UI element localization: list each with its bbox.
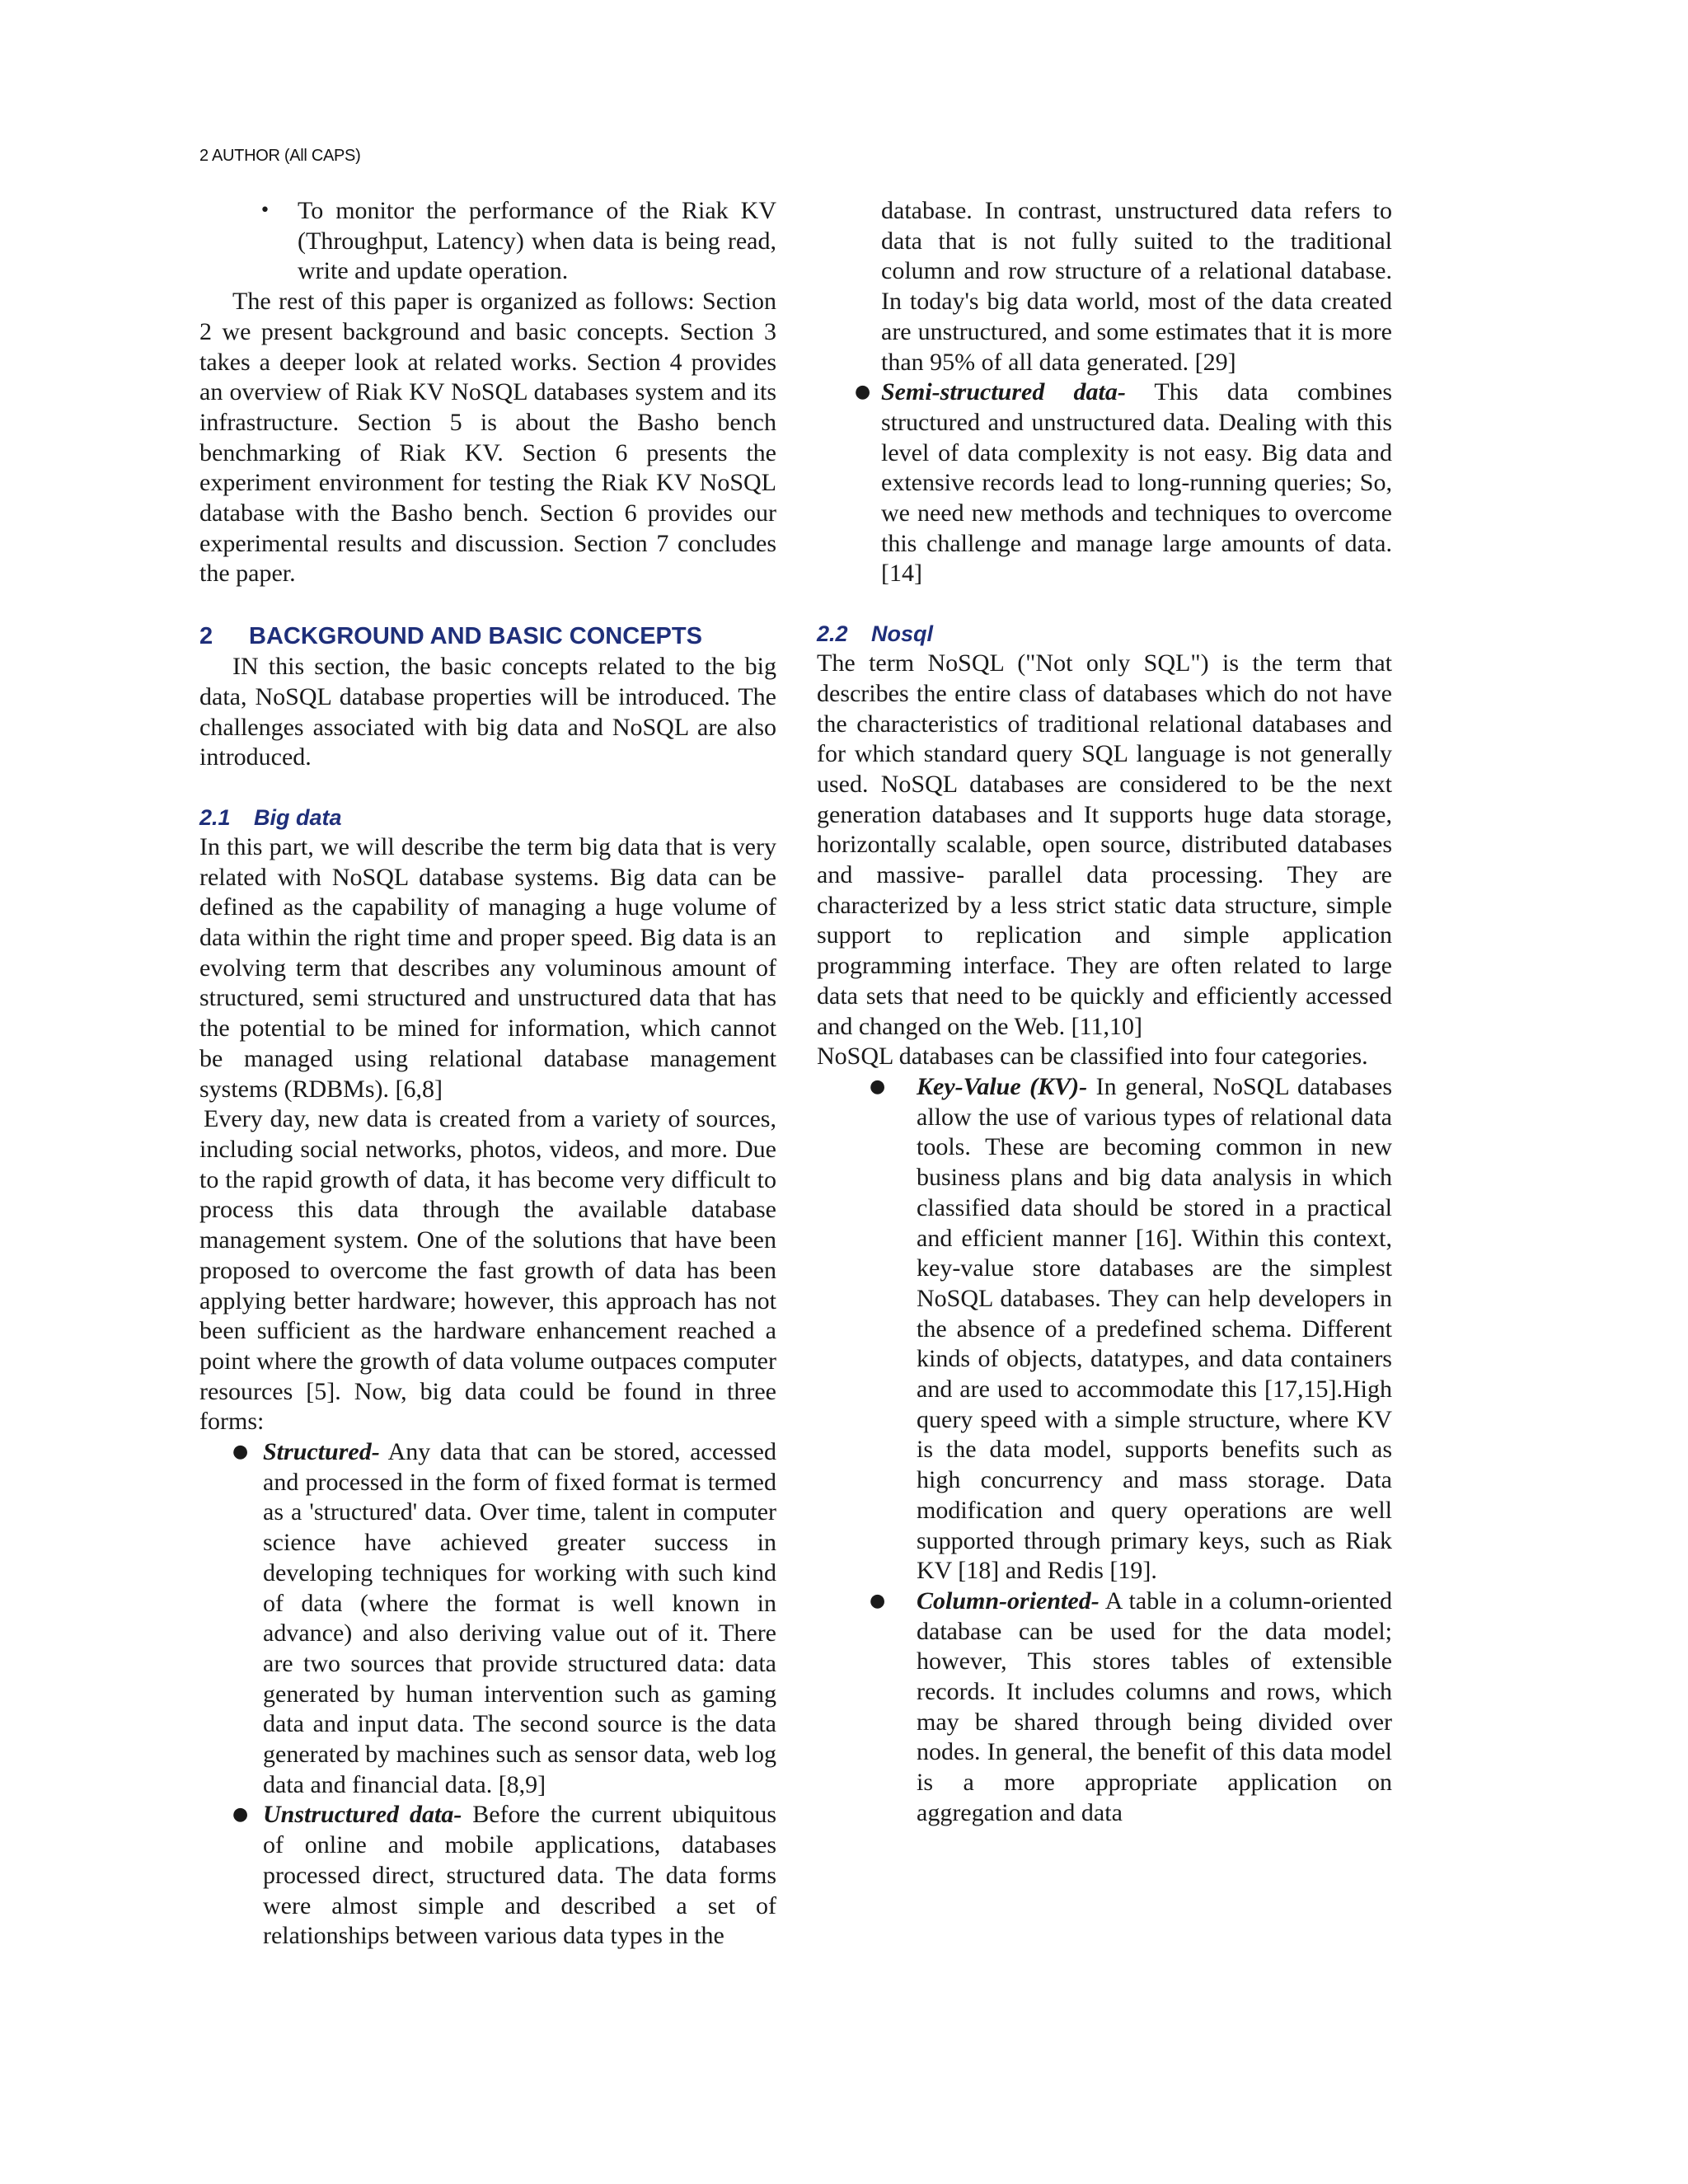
subsection-title: Big data bbox=[254, 804, 342, 830]
term-semi-structured: Semi-structured data- bbox=[881, 378, 1126, 406]
subsection-number: 2.1 bbox=[199, 804, 231, 830]
running-head: 2 AUTHOR (All CAPS) bbox=[199, 147, 361, 165]
organization-paragraph: The rest of this paper is organized as follows: Section 2 we present background and basic concepts. Section 3 takes a deeper look at related works. Section 4 provides an overview of Riak KV NoSQL databases system and its infrastructure. Section 5 is about the Basho bench benchmarking of Riak KV. Section 6 presents the experiment environment for testing the Riak KV NoSQL database with the Basho bench. Section 6 provides our experimental results and discussion. Section 7 concludes the paper. bbox=[199, 288, 776, 588]
bullet-icon: ● bbox=[870, 1590, 886, 1611]
bullet-icon: ● bbox=[232, 1441, 249, 1463]
term-column-oriented: Column-oriented- bbox=[917, 1586, 1100, 1615]
list-item bbox=[199, 196, 776, 287]
section-2-heading bbox=[199, 621, 776, 652]
bullet-icon: ● bbox=[232, 1804, 249, 1825]
list-item bbox=[199, 1800, 776, 1952]
section-2-intro: IN this section, the basic concepts related to the big data, NoSQL database properties will be introduced. The challenges associated with big data and NoSQL are also introduced. bbox=[199, 653, 776, 771]
big-data-paragraph-2: Every day, new data is created from a variety of sources, including social networks, photos, videos, and more. Due to the rapid growth of data, it has become very difficult to process this data through the available database management system. One of the solutions that have been proposed to overcome the fast growth of data has been applying better hardware; however, this approach has not been sufficient as the hardware enhancement reached a point where the growth of data volume outpaces computer resources [5]. Now, big data could be found in three forms: bbox=[199, 1105, 776, 1436]
bullet-icon: ● bbox=[870, 1076, 886, 1097]
list-item bbox=[817, 1072, 1392, 1586]
list-item bbox=[199, 1437, 776, 1800]
objective-text: To monitor the performance of the Riak KV (Throughput, Latency) when data is being read, write and update operation. bbox=[298, 197, 776, 285]
big-data-paragraph-1: In this part, we will describe the term big data that is very related with NoSQL database systems. Big data can be defined as the capability of managing a huge volume of data within the right time and proper speed. Big data is an evolving term that describes any voluminous amount of structured, semi structured and unstructured data that has the potential to be mined for information, which cannot be managed using relational database management systems (RDBMs). [6,8] bbox=[199, 832, 776, 1103]
nosql-paragraph: The term NoSQL ("Not only SQL") is the term that describes the entire class of databases which do not have the characteristics of traditional relational databases and for which standard query SQL language is not generally used. NoSQL databases are considered to be the next generation databases and It supports huge data storage, horizontally scalable, open source, distributed databases and massive- parallel data processing. They are characterized by a less strict static data structure, simple support to replication and simple application programming interface. They are often related to large data sets that need to be quickly and efficiently accessed and changed on the Web. [11,10] bbox=[817, 649, 1392, 1040]
subsection-2-2-heading bbox=[817, 619, 1392, 649]
term-structured: Structured- bbox=[263, 1438, 380, 1466]
definition-text: Before the current ubiquitous of online and mobile applications, databases processed direct, structured data. The data forms were almost simple and described a set of relationships between various data types in the bbox=[263, 1801, 777, 1950]
bullet-icon: • bbox=[260, 200, 270, 221]
objectives-list bbox=[199, 196, 776, 287]
data-forms-list bbox=[199, 1437, 776, 1952]
definition-text: Any data that can be stored, accessed and processed in the form of fixed format is termed as a 'structured' data. Over time, talent in computer science have achieved greater success in developing techniques for working with such kind of data (where the format is well known in advance) and also deriving value out of it. There are two sources that provide structured data: data generated by human intervention such as gaming data and input data. The second source is the data generated by machines such as sensor data, web log data and financial data. [8,9] bbox=[263, 1438, 776, 1798]
list-item bbox=[817, 377, 1392, 589]
section-title: BACKGROUND AND BASIC CONCEPTS bbox=[249, 623, 702, 650]
definition-text: In general, NoSQL databases allow the use of various types of relational data tools. These are becoming common in new business plans and big data analysis in which classified data should be stored in a practical and efficient manner [16]. Within this context, key-value store databases are the simplest NoSQL databases. They can help developers in the absence of a predefined schema. Different kinds of objects, datatypes, and data containers and are used to accommodate this [17,15].High query speed with a simple structure, where KV is the data model, supports benefits such as high concurrency and mass storage. Data modification and query operations are well supported through primary keys, such as Riak KV [18] and Redis [19]. bbox=[917, 1072, 1392, 1585]
term-unstructured: Unstructured data- bbox=[263, 1801, 462, 1829]
right-column bbox=[817, 196, 1392, 1829]
term-key-value: Key-Value (KV)- bbox=[917, 1072, 1088, 1100]
subsection-title: Nosql bbox=[871, 621, 934, 647]
definition-text: A table in a column-oriented database can be used for the data model; however, This stores tables of extensible records. It includes columns and rows, which may be shared through being divided over nodes. In general, the benefit of this data model is a more appropriate application on aggregation and data bbox=[917, 1586, 1392, 1826]
unstructured-continuation: database. In contrast, unstructured data refers to data that is not fully suited to the traditional column and row structure of a relational database. In today's big data world, most of the data created are unstructured, and some estimates that it is more than 95% of all data generated. [29] bbox=[881, 197, 1392, 376]
subsection-2-1-heading bbox=[199, 803, 776, 832]
nosql-categories-list bbox=[817, 1072, 1392, 1829]
section-number: 2 bbox=[199, 623, 213, 650]
list-item bbox=[817, 1586, 1392, 1829]
definition-text: This data combines structured and unstructured data. Dealing with this level of data complexity is not easy. Big data and extensive records lead to long-running queries; So, we need new methods and techniques to overcome this challenge and manage large amounts of data.[14] bbox=[881, 378, 1392, 588]
left-column bbox=[199, 196, 776, 1952]
semi-structured-list bbox=[817, 377, 1392, 589]
subsection-number: 2.2 bbox=[817, 621, 848, 647]
bullet-icon: ● bbox=[855, 382, 871, 403]
categories-intro: NoSQL databases can be classified into four categories. bbox=[817, 1043, 1368, 1071]
